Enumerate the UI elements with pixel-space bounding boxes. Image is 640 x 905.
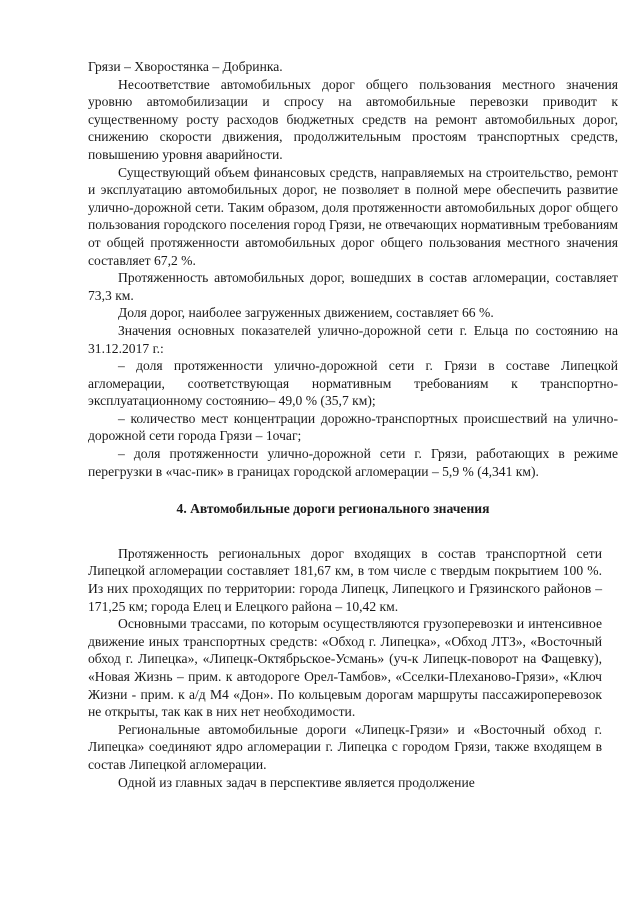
paragraph-road-mismatch: Несоответствие автомобильных дорог общего пользования местного значения уровню автомобилизации и спросу на автомобильные перевозки приводит к существенному росту расходов бюджетных средств на ремонт автомобильных дорог, снижению скорости движения, продолжительным простоям транспортных средств, повышению уровня аварийности. bbox=[88, 76, 618, 162]
paragraph-regional-length: Протяженность региональных дорог входящих в состав транспортной сети Липецкой агломерации составляет 181,67 км, в том числе с твердым покрытием 100 %. Из них проходящих по территории: города Липецк, Липецкого и Грязинского районов – 171,25 км; города Елец и Елецкого района – 10,42 км. bbox=[88, 545, 602, 614]
section-body bbox=[88, 58, 618, 480]
list-item-accident-spots: – количество мест концентрации дорожно-транспортных происшествий на улично-дорожной сети города Грязи – 1очаг; bbox=[88, 410, 618, 444]
paragraph-continuation: Грязи – Хворостянка – Добринка. bbox=[88, 59, 283, 74]
paragraph-main-routes: Основными трассами, по которым осуществляются грузоперевозки и интенсивное движение иных транспортных средств: «Обход г. Липецка», «Обход ЛТЗ», «Восточный обход г. Липецка», «Липецк-Октябрьское-Усмань» (уч-к Липецк-поворот на Фащевку), «Новая Жизнь – прим. к автодороге Орел-Тамбов», «Сселки-Плеханово-Грязи», «Ключ Жизни - прим. к а/д М4 «Дон». По кольцевым дорогам маршруты пассажироперевозок не открыты, так как в них нет необходимости. bbox=[88, 616, 602, 720]
list-item-normative-share: – доля протяженности улично-дорожной сети г. Грязи в составе Липецкой агломерации, соответствующая нормативным требованиям к транспортно-эксплуатационному состоянию– 49,0 % (35,7 км); bbox=[88, 358, 618, 409]
paragraph-regional-connections: Региональные автомобильные дороги «Липецк-Грязи» и «Восточный обход г. Липецка» соединяют ядро агломерации г. Липецка с городом Грязи, также входящем в состав Липецкой агломерации. bbox=[88, 721, 602, 772]
paragraph-financing: Существующий объем финансовых средств, направляемых на строительство, ремонт и эксплуатацию автомобильных дорог, не позволяет в полной мере обеспечить развитие улично-дорожной сети. Таким образом, доля протяженности автомобильных дорог общего пользования городского поселения город Грязи, не отвечающих нормативным требованиям от общей протяженности автомобильных дорог общего пользования местного значения составляет 67,2 %. bbox=[88, 164, 618, 268]
paragraph-main-task: Одной из главных задач в перспективе является продолжение bbox=[118, 774, 475, 790]
paragraph-agglomeration-length: Протяженность автомобильных дорог, вошедших в состав агломерации, составляет 73,3 км. bbox=[88, 270, 618, 303]
list-item-congestion-share: – доля протяженности улично-дорожной сети г. Грязи, работающих в режиме перегрузки в «час-пик» в границах городской агломерации – 5,9 % (4,341 км). bbox=[88, 446, 618, 479]
section-regional-roads bbox=[88, 545, 618, 791]
paragraph-indicators-intro: Значения основных показателей улично-дорожной сети г. Ельца по состоянию на 31.12.2017 г.: bbox=[88, 322, 618, 356]
section-heading: 4. Автомобильные дороги регионального значения bbox=[176, 501, 490, 517]
paragraph-loaded-roads: Доля дорог, наиболее загруженных движением, составляет 66 %. bbox=[118, 305, 494, 321]
